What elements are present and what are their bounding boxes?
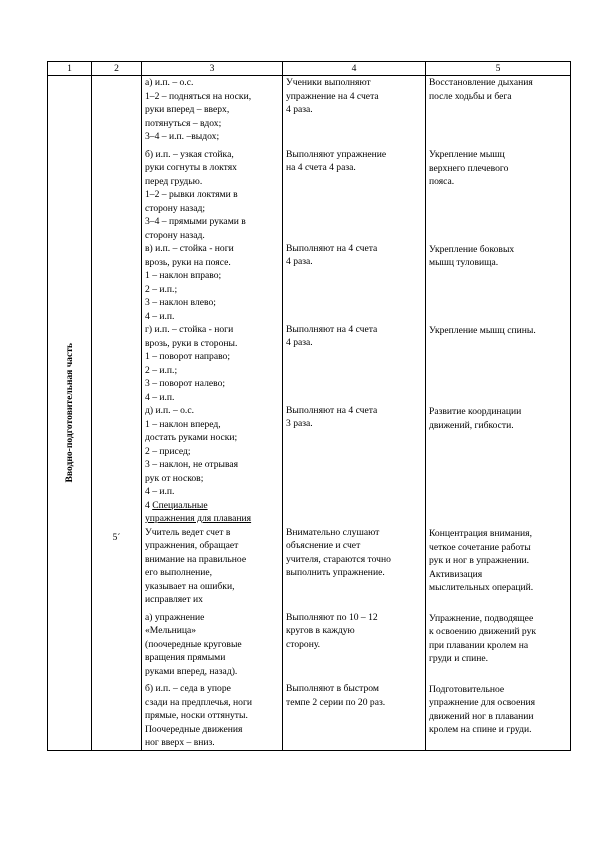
purpose-line: Концентрация внимания, bbox=[429, 528, 532, 539]
section-title: Специальные bbox=[152, 499, 208, 511]
exercise-line: прямые, носки оттянуты. bbox=[145, 710, 248, 721]
exercise-line: 1–2 – рывки локтями в bbox=[145, 189, 238, 200]
activity-line: Выполняют на 4 счета bbox=[286, 323, 378, 335]
student-activity-column bbox=[283, 76, 426, 751]
purpose-line: четкое сочетание работы bbox=[429, 541, 531, 553]
exercise-column bbox=[142, 76, 283, 751]
exercise-line: 4 – и.п. bbox=[145, 486, 175, 497]
activity-line: учителя, стараются точно bbox=[286, 553, 391, 565]
exercise-line: а) упражнение bbox=[145, 611, 205, 623]
column-header-1: 1 bbox=[48, 62, 92, 76]
exercise-line: Поочередные движения bbox=[145, 723, 243, 735]
purpose-line: Подготовительное bbox=[429, 683, 505, 695]
exercise-line: 1–2 – подняться на носки, bbox=[145, 90, 252, 102]
exercise-line: 4 – и.п. bbox=[145, 391, 175, 403]
exercise-line: его выполнение, bbox=[145, 567, 213, 578]
activity-line: Выполняют по 10 – 12 bbox=[286, 611, 378, 623]
purpose-line: Укрепление мышц bbox=[429, 149, 505, 160]
activity-line: 4 раза. bbox=[286, 256, 313, 267]
lesson-part-cell bbox=[48, 76, 92, 751]
exercise-line: потянуться – вдох; bbox=[145, 117, 222, 129]
exercise-line: 3–4 – прямыми руками в bbox=[145, 216, 246, 227]
purpose-line: Укрепление мышц спины. bbox=[429, 324, 536, 336]
column-header-3: 3 bbox=[142, 62, 283, 76]
purpose-line: пояса. bbox=[429, 176, 455, 187]
purpose-line: груди и спине. bbox=[429, 653, 489, 664]
header-row bbox=[48, 62, 571, 76]
exercise-line: 1 – наклон вперед, bbox=[145, 418, 221, 430]
exercise-line: руками вперед, назад). bbox=[145, 665, 238, 677]
purpose-line: мышц туловища. bbox=[429, 257, 499, 268]
exercise-line: в) и.п. – стойка - ноги bbox=[145, 243, 234, 254]
purpose-line: мыслительных операций. bbox=[429, 582, 534, 593]
purpose-line: после ходьбы и бега bbox=[429, 90, 512, 102]
exercise-line: руки согнуты в локтях bbox=[145, 162, 237, 173]
exercise-line: внимание на правильное bbox=[145, 553, 247, 565]
section-number: 4 bbox=[145, 499, 153, 511]
exercise-line: б) и.п. – седа в упоре bbox=[145, 683, 231, 694]
exercise-line: перед грудью. bbox=[145, 175, 203, 187]
purpose-line: кролем на спине и груди. bbox=[429, 724, 532, 735]
exercise-line: (поочередные круговые bbox=[145, 638, 242, 650]
exercise-line: врозь, руки в стороны. bbox=[145, 337, 238, 349]
activity-line: упражнение на 4 счета bbox=[286, 90, 379, 102]
purpose-line: движений, гибкости. bbox=[429, 419, 514, 431]
activity-line: кругов в каждую bbox=[286, 625, 355, 636]
purpose-line: при плавании кролем на bbox=[429, 639, 529, 651]
purpose-line: Развитие координации bbox=[429, 406, 522, 417]
exercise-line: руки вперед – вверх, bbox=[145, 104, 230, 115]
time-cell bbox=[92, 76, 142, 751]
activity-line: 4 раза. bbox=[286, 337, 313, 348]
exercise-line: 2 – и.п.; bbox=[145, 364, 178, 376]
exercise-line: сзади на предплечья, ноги bbox=[145, 696, 253, 708]
time-value: 5´ bbox=[112, 532, 121, 543]
purpose-line: Восстановление дыхания bbox=[429, 77, 533, 88]
exercise-line: 3 – наклон, не отрывая bbox=[145, 459, 239, 470]
exercise-line: врозь, руки на поясе. bbox=[145, 256, 231, 268]
column-header-2: 2 bbox=[92, 62, 142, 76]
exercise-line: б) и.п. – узкая стойка, bbox=[145, 148, 234, 160]
activity-line: Ученики выполняют bbox=[286, 77, 371, 88]
purpose-line: рук и ног в упражнении. bbox=[429, 555, 530, 566]
column-header-4: 4 bbox=[283, 62, 426, 76]
exercise-line: «Мельница» bbox=[145, 625, 197, 636]
exercise-line: 3–4 – и.п. –выдох; bbox=[145, 131, 220, 142]
activity-line: Выполняют упражнение bbox=[286, 148, 387, 160]
column-header-5: 5 bbox=[426, 62, 571, 76]
exercise-line: д) и.п. – о.с. bbox=[145, 405, 194, 416]
lesson-table bbox=[47, 61, 571, 751]
activity-line: Выполняют на 4 счета bbox=[286, 404, 378, 416]
purpose-column bbox=[426, 76, 571, 751]
purpose-line: к освоению движений рук bbox=[429, 626, 537, 637]
exercise-line: указывает на ошибки, bbox=[145, 580, 235, 592]
activity-line: темпе 2 серии по 20 раз. bbox=[286, 696, 386, 708]
purpose-line: верхнего плечевого bbox=[429, 162, 509, 174]
exercise-line: а) и.п. – о.с. bbox=[145, 77, 194, 88]
purpose-line: Активизация bbox=[429, 568, 483, 580]
activity-line: Внимательно слушают bbox=[286, 526, 380, 538]
activity-line: 3 раза. bbox=[286, 418, 313, 429]
exercise-line: 2 – присед; bbox=[145, 445, 191, 457]
activity-line: сторону. bbox=[286, 638, 321, 650]
activity-line: 4 раза. bbox=[286, 104, 313, 115]
section-heading bbox=[145, 499, 279, 513]
activity-line: на 4 счета 4 раза. bbox=[286, 162, 356, 173]
purpose-line: Упражнение, подводящее bbox=[429, 612, 534, 624]
exercise-line: рук от носков; bbox=[145, 472, 204, 484]
purpose-line: Укрепление боковых bbox=[429, 243, 515, 255]
activity-line: выполнить упражнение. bbox=[286, 567, 385, 578]
exercise-line: 1 – поворот направо; bbox=[145, 351, 231, 362]
section-title: упражнения для плавания bbox=[145, 513, 252, 524]
exercise-line: 4 – и.п. bbox=[145, 310, 175, 322]
exercise-line: 1 – наклон вправо; bbox=[145, 270, 222, 281]
exercise-line: г) и.п. – стойка - ноги bbox=[145, 324, 234, 335]
exercise-line: упражнения, обращает bbox=[145, 540, 239, 551]
activity-line: Выполняют в быстром bbox=[286, 683, 379, 694]
exercise-line: достать руками носки; bbox=[145, 432, 238, 443]
exercise-line: 2 – и.п.; bbox=[145, 283, 178, 295]
exercise-line: сторону назад; bbox=[145, 202, 206, 214]
exercise-line: 3 – поворот налево; bbox=[145, 378, 226, 389]
exercise-line: Учитель ведет счет в bbox=[145, 526, 231, 538]
activity-line: Выполняют на 4 счета bbox=[286, 242, 378, 254]
purpose-line: упражнение для освоения bbox=[429, 697, 536, 708]
lesson-part-label: Вводно-подготовительная часть bbox=[63, 342, 75, 483]
purpose-line: движений ног в плавании bbox=[429, 710, 534, 722]
exercise-line: 3 – наклон влево; bbox=[145, 297, 216, 308]
exercise-line: сторону назад. bbox=[145, 229, 205, 241]
table-row bbox=[48, 76, 571, 751]
activity-line: объяснение и счет bbox=[286, 540, 361, 551]
exercise-line: вращения прямыми bbox=[145, 652, 226, 663]
exercise-line: исправляет их bbox=[145, 594, 203, 605]
exercise-line: ног вверх – вниз. bbox=[145, 737, 215, 748]
